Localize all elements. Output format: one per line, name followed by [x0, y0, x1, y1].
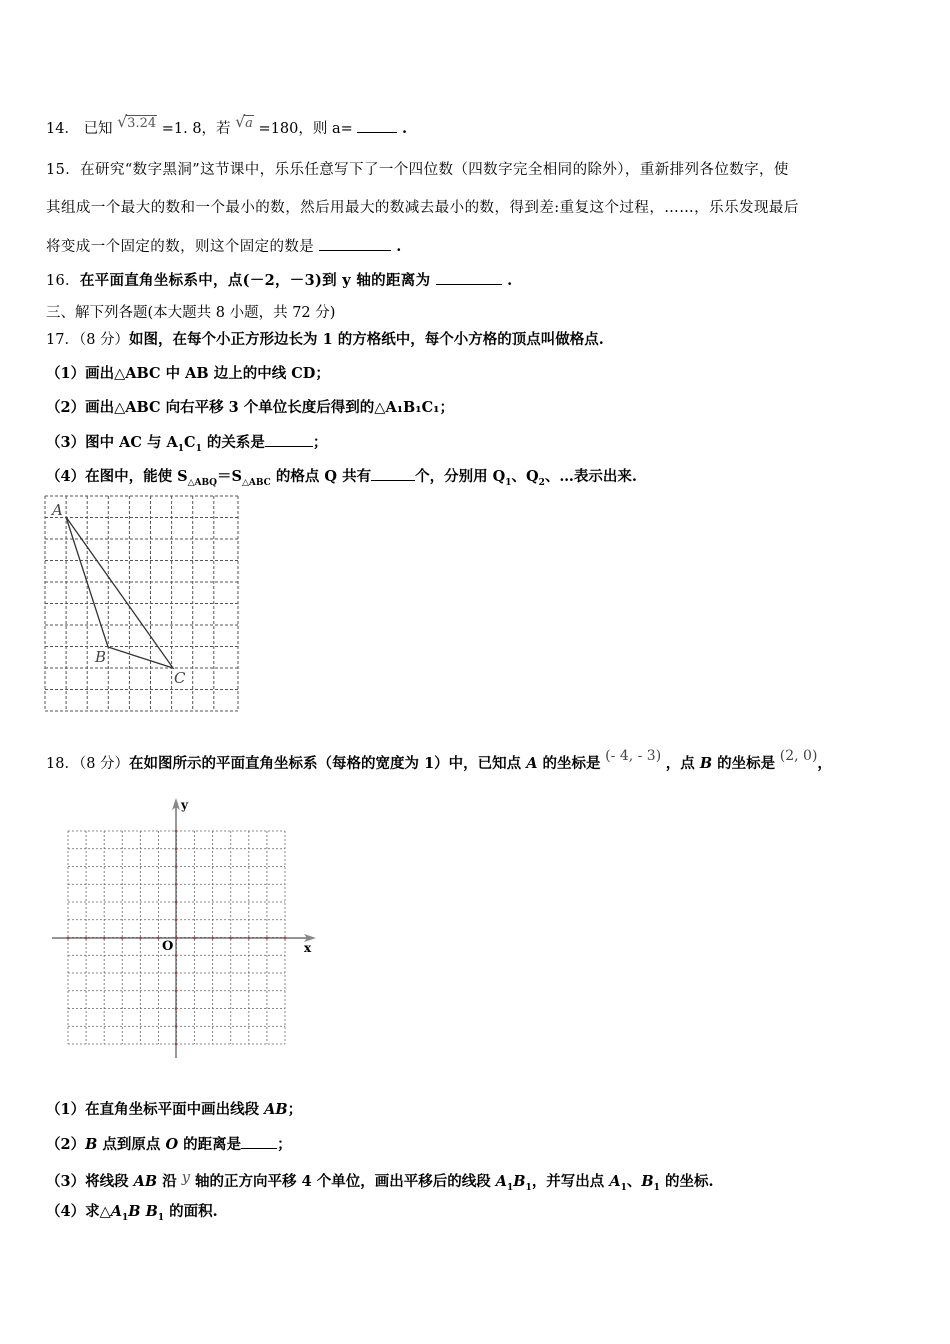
x-axis-tick: [266, 937, 269, 940]
y-axis-tick: [175, 954, 178, 957]
x-axis-tick: [211, 937, 214, 940]
q18-part-2-o: O: [165, 1136, 179, 1153]
y-axis-tick: [175, 830, 178, 833]
q15-line-2: 其组成一个最大的数和一个最小的数，然后用最大的数减去最小的数，得到差:重复这个过程，……，乐乐发现最后: [46, 200, 799, 216]
q17-part-4-f: 、…表示出来.: [544, 468, 637, 485]
q18-part-1-a: （1）在直角坐标平面中画出线段: [46, 1101, 265, 1118]
q18-text-5: ，: [817, 755, 832, 772]
q18-part-4-bb: B B: [128, 1203, 158, 1220]
section-3-heading: [46, 303, 910, 323]
q17-part-4: [46, 466, 910, 493]
q18-part-3-g: ，并写出点: [531, 1173, 610, 1190]
q17-part-4-sub-abq: △ABQ: [187, 477, 217, 488]
q18-part-3-a1: A: [495, 1173, 508, 1190]
q17-part-4-b: ＝S: [216, 468, 242, 485]
q16-end: .: [507, 272, 513, 289]
q17-number: 17．: [46, 332, 79, 348]
q17-part-3-b: C: [184, 434, 196, 451]
q18-part-2-blank: [241, 1134, 277, 1149]
q18-part-1-ab: AB: [264, 1101, 288, 1118]
q18-part-3-k: 的坐标.: [659, 1173, 714, 1190]
q18-text-2: 的坐标是: [537, 755, 601, 772]
q18-part-3-y: y: [181, 1170, 190, 1186]
q18-part-4-a: （4）求△: [46, 1203, 111, 1220]
q18-part-3-d: 轴的正方向平移 4 个单位，画出平移后的线段: [189, 1173, 496, 1190]
q14-text-1: 已知: [83, 121, 113, 137]
q16-number: 16．: [46, 273, 80, 289]
q17-grid-figure: [44, 495, 240, 713]
sqrt-arg-2: a: [245, 116, 253, 131]
q18-score: （8 分）: [78, 756, 130, 772]
q17-part-4-e: 、Q: [511, 468, 539, 485]
q18-part-2-c: 点到原点: [97, 1136, 166, 1153]
q14-text-2: =1. 8，若: [161, 121, 231, 137]
x-axis-tick: [85, 937, 88, 940]
x-axis-tick: [121, 937, 124, 940]
q18-part-3-sub-b1: 1: [525, 1182, 532, 1193]
y-axis-tick: [175, 883, 178, 886]
q17-part-4-d: 个，分别用 Q: [415, 468, 506, 485]
q18-part-3-sub-pa1: 1: [620, 1182, 627, 1193]
q17-part-3-a: （3）图中 AC 与 A: [46, 434, 178, 451]
q17-part-4-c: 的格点 Q 共有: [270, 468, 372, 485]
q18-text-1: 在如图所示的平面直角坐标系（每格的宽度为 1）中，已知点: [129, 755, 527, 772]
q18-coordinate-grid: [48, 796, 320, 1066]
y-axis-tick: [175, 847, 178, 850]
q18-part-2-e: 的距离是: [178, 1136, 242, 1153]
y-axis-tick: [175, 1043, 178, 1046]
triangle-abc: [66, 517, 173, 668]
q16-answer-blank: [436, 270, 502, 285]
x-axis-tick: [229, 937, 232, 940]
q18-part-3-ab: AB: [133, 1173, 158, 1190]
label-a: A: [52, 501, 63, 519]
q18-point-b: B: [699, 755, 713, 772]
q14-text-3: =180，则 a=: [258, 121, 353, 137]
q18-point-a: A: [526, 755, 538, 772]
q17-part-4-sub-abc: △ABC: [241, 477, 271, 488]
q18-part-2-a: （2）: [46, 1136, 86, 1153]
q17-part-2-text: （2）画出△ABC 向右平移 3 个单位长度后得到的△A₁B₁C₁；: [46, 399, 455, 416]
q17-part-2: [46, 398, 910, 418]
y-axis-tick: [175, 972, 178, 975]
q18-part-3: [46, 1168, 910, 1198]
q18-part-3-b1: B: [513, 1173, 526, 1190]
q17-part-4-sub-2: 2: [538, 477, 545, 488]
q18-part-3-a: （3）将线段: [46, 1173, 134, 1190]
q17-part-4-a: （4）在图中，能使 S: [46, 468, 188, 485]
question-15-line-3: [46, 236, 910, 257]
q18-part-1: [46, 1100, 910, 1120]
q17-text: 如图，在每个小正方形边长为 1 的方格纸中，每个小方格的顶点叫做格点.: [129, 331, 604, 348]
y-axis-tick: [175, 989, 178, 992]
q17-part-3-sub-c: 1: [195, 443, 202, 454]
coord-a: (- 4, - 3): [605, 748, 662, 764]
q17-part-1-text: （1）画出△ABC 中 AB 边上的中线 CD；: [46, 365, 330, 382]
axis-label-x: x: [304, 941, 312, 955]
sqrt-a: √ a: [235, 112, 253, 131]
q17-part-4-blank: [371, 466, 415, 481]
q18-part-2-f: ；: [277, 1136, 292, 1153]
q18-number: 18．: [46, 756, 79, 772]
q18-part-1-c: ；: [287, 1101, 303, 1118]
q16-text: 在平面直角坐标系中，点(－2，－3)到 y 轴的距离为: [79, 272, 431, 289]
q18-text-3: ，点: [665, 755, 700, 772]
q18-part-4-d: 的面积.: [164, 1203, 218, 1220]
q18-part-4-a1: A: [110, 1203, 123, 1220]
q15-line-3: 将变成一个固定的数，则这个固定的数是: [46, 239, 315, 255]
y-axis-tick: [175, 1007, 178, 1010]
axis-label-y: y: [181, 798, 188, 812]
question-14: [46, 114, 910, 139]
q17-part-3: [46, 432, 910, 459]
q15-answer-blank: [319, 236, 391, 251]
y-axis-tick: [175, 918, 178, 921]
x-axis-tick: [193, 937, 196, 940]
y-axis-tick: [175, 1025, 178, 1028]
x-axis-tick: [67, 937, 70, 940]
q18-part-3-pb1: B: [641, 1173, 654, 1190]
q17-part-3-sub-a: 1: [177, 443, 185, 454]
y-axis-tick: [175, 865, 178, 868]
y-axis-tick: [175, 936, 178, 939]
q15-line-1: 在研究“数字黑洞”这节课中，乐乐任意写下了一个四位数（四数字完全相同的除外），重新排列各位数字，使: [80, 162, 789, 178]
section-3-title: 三、解下列各题(本大题共 8 小题，共 72 分): [46, 305, 336, 321]
q17-part-3-blank: [265, 432, 313, 447]
q18-part-4-sub-a1: 1: [122, 1212, 129, 1223]
question-17: [46, 330, 910, 350]
q18-part-3-sub-pb1: 1: [653, 1182, 660, 1193]
y-axis-tick: [175, 901, 178, 904]
q18-part-3-c: 沿: [157, 1173, 182, 1190]
coord-b: (2, 0): [779, 748, 818, 764]
q14-number: 14．: [46, 121, 79, 137]
q17-part-1: [46, 364, 910, 384]
question-15-line-2: [46, 198, 910, 218]
label-c: C: [174, 669, 186, 687]
q18-part-2: [46, 1134, 910, 1155]
question-18: [46, 746, 910, 774]
question-15-line-1: [46, 160, 910, 180]
q18-part-3-i: 、: [626, 1173, 642, 1190]
q17-score: （8 分）: [78, 332, 130, 348]
q18-part-2-b: B: [85, 1136, 98, 1153]
origin-label: O: [162, 939, 174, 954]
x-axis-tick: [284, 937, 287, 940]
q15-number: 15．: [46, 162, 81, 178]
x-axis-tick: [139, 937, 142, 940]
q17-part-4-sub-1: 1: [505, 477, 512, 488]
sqrt-3-24: √ 3.24: [117, 112, 157, 131]
label-b: B: [95, 648, 107, 666]
q18-part-4: [46, 1202, 910, 1228]
x-axis-tick: [103, 937, 106, 940]
x-axis-tick: [248, 937, 251, 940]
x-axis-tick: [157, 937, 160, 940]
q18-part-3-pa1: A: [609, 1173, 621, 1190]
q14-text-4: .: [402, 120, 408, 137]
question-16: [46, 270, 910, 291]
q17-part-3-c: 的关系是: [201, 434, 265, 451]
sqrt-arg-1: 3.24: [127, 116, 157, 131]
q18-part-3-sub-a1: 1: [507, 1182, 514, 1193]
q18-part-4-sub-b1: 1: [157, 1212, 165, 1223]
q14-answer-blank: [357, 118, 397, 133]
q15-end: .: [396, 238, 402, 255]
q17-part-3-d: ；: [312, 434, 328, 451]
q18-text-4: 的坐标是: [712, 755, 776, 772]
